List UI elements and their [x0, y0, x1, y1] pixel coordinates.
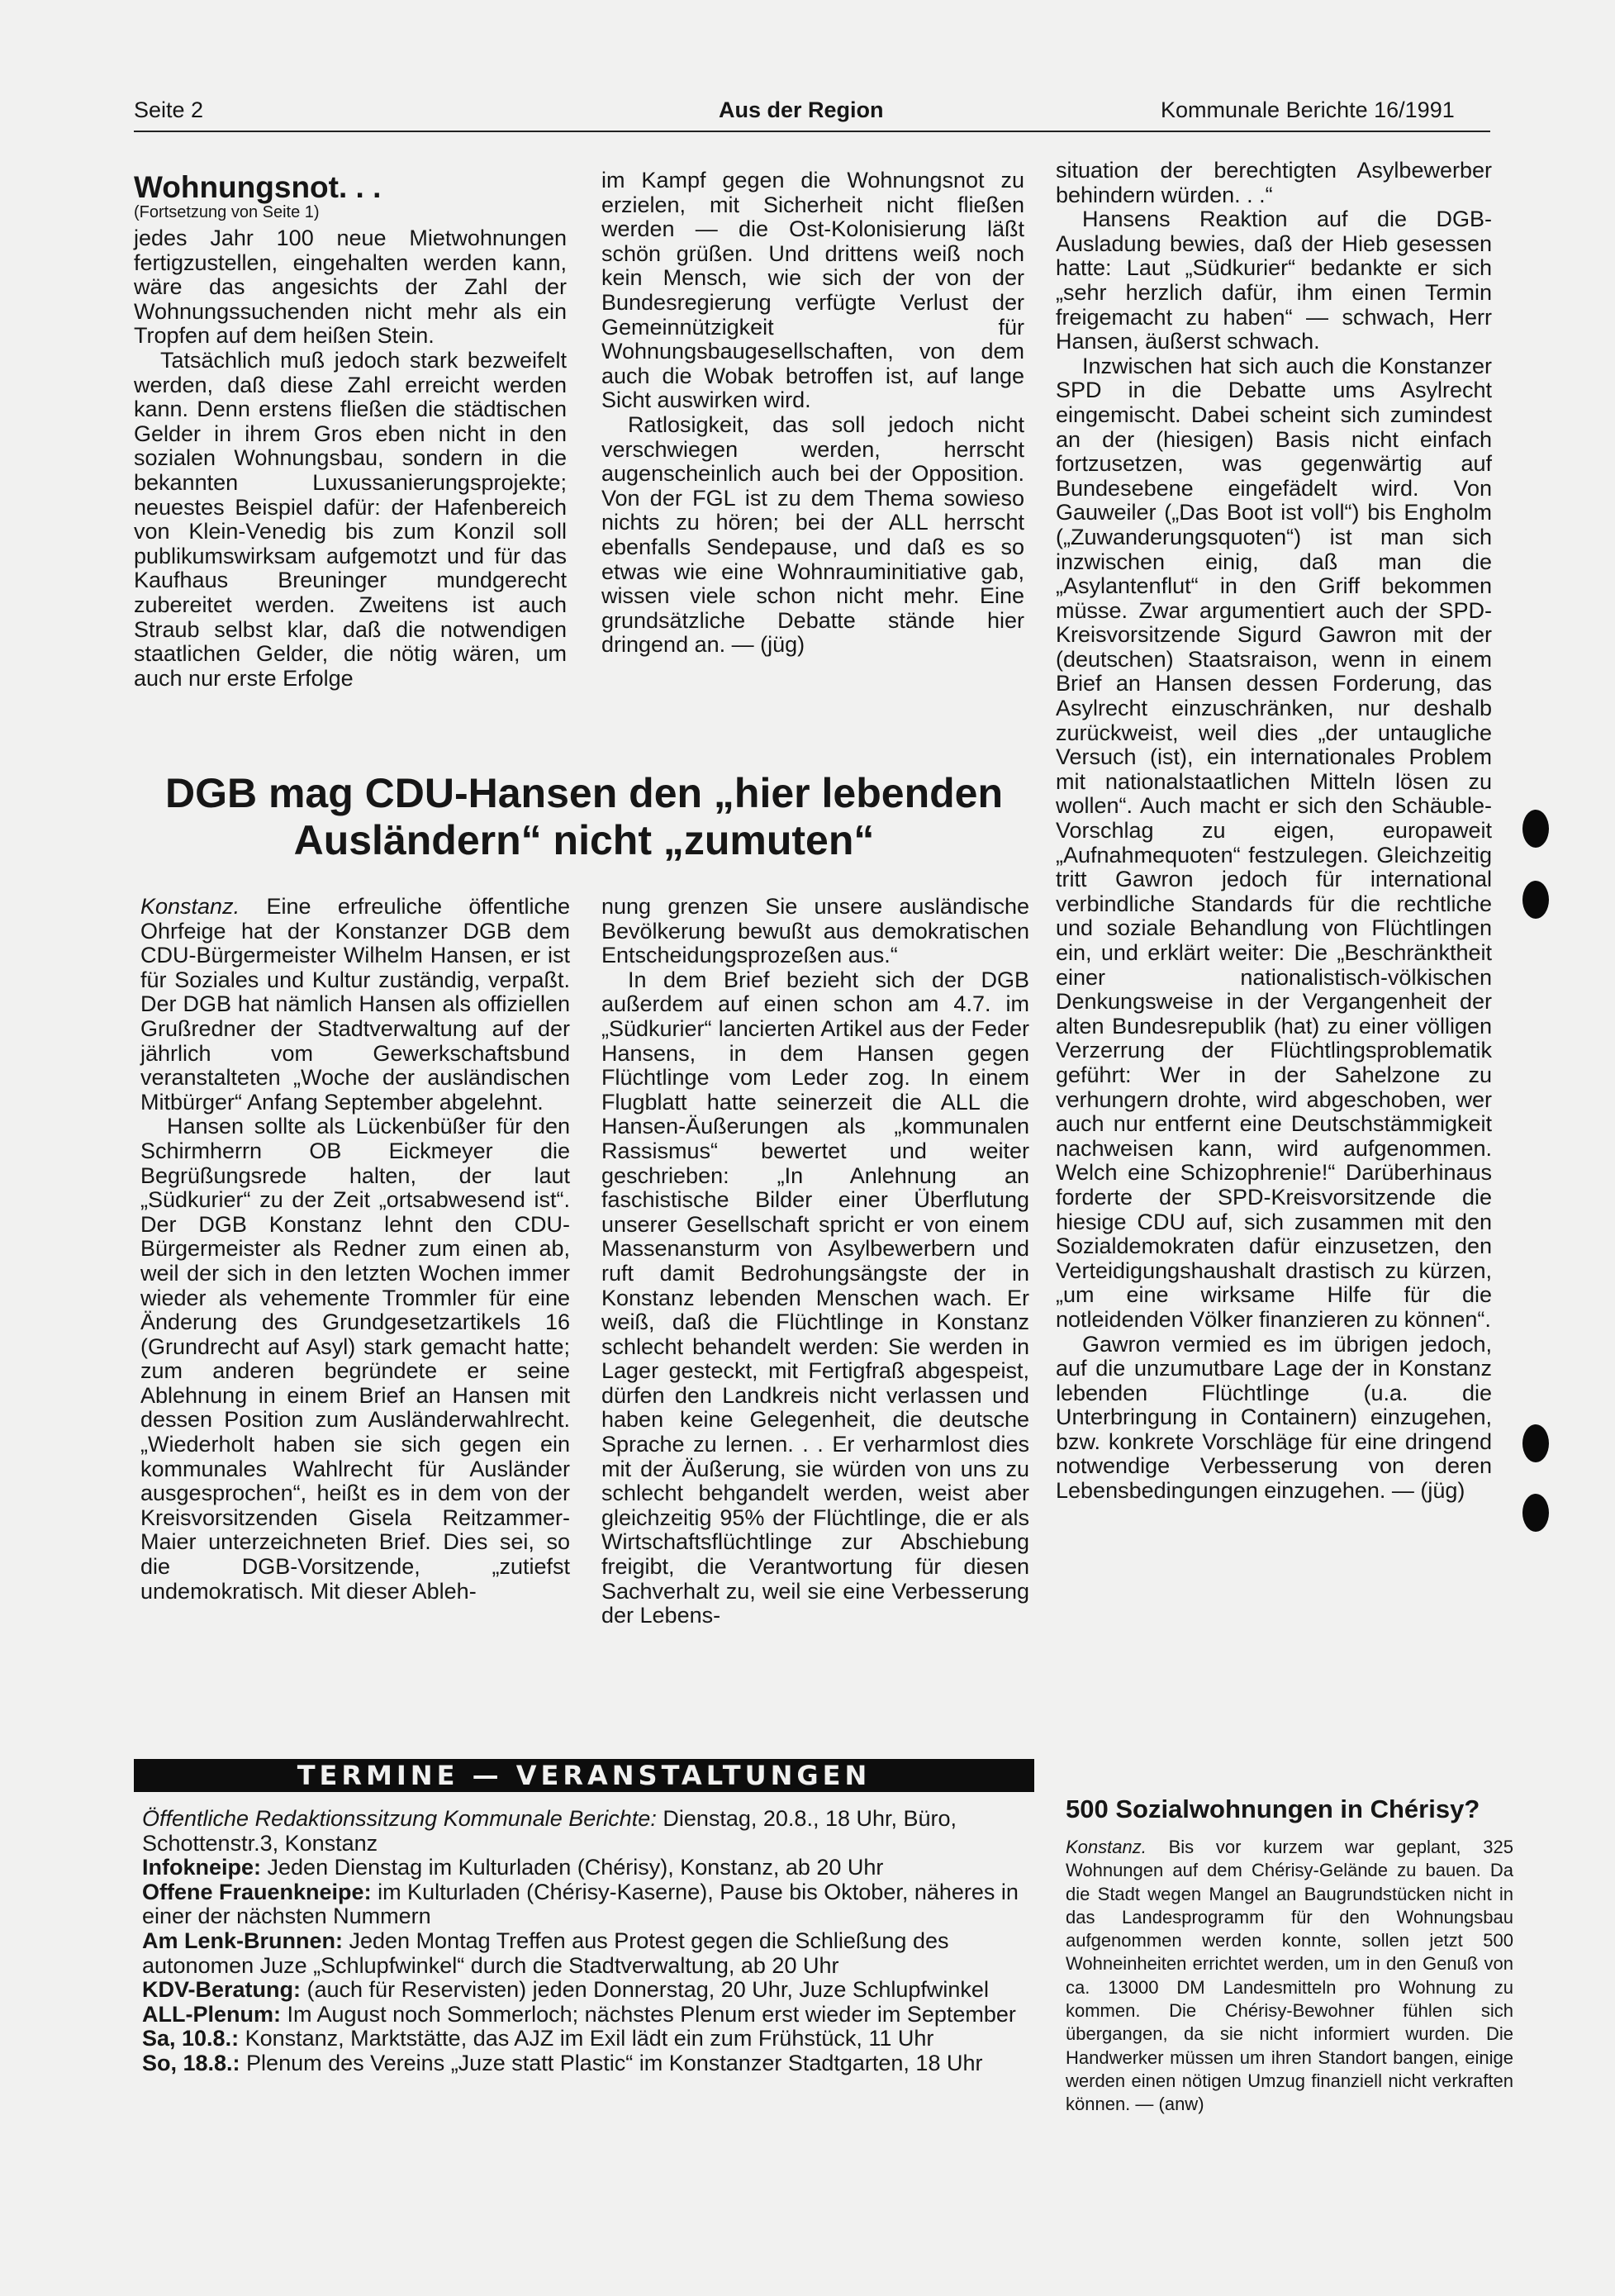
paragraph: Eine erfreuliche öffentliche Ohrfeige hat der Konstanzer DGB dem CDU-Bürgermeister Wilhelm Hansen, er ist für Soziales und Kultur zuständig, verpaßt. Der DGB hat nämlich Hansen als offiziellen Grußredner der Stadtverwaltung auf der jährlich vom Gewerkschaftsbund veranstalteten „Woche der ausländischen Mitbürger“ Anfang September abgelehnt. — [140, 894, 570, 1115]
continuation-note: (Fortsetzung von Seite 1) — [134, 203, 320, 221]
paragraph: situation der berechtigten Asylbewerber behindern würden. . .“ — [1056, 158, 1492, 207]
punch-hole — [1522, 881, 1549, 919]
article1-column-1 — [134, 226, 567, 691]
headline-line-2: Ausländern“ nicht „zumuten“ — [293, 817, 875, 863]
dateline: Konstanz. — [1066, 1837, 1147, 1857]
event-item — [142, 2027, 1034, 2051]
publication-issue: Kommunale Berichte 16/1991 — [1161, 97, 1455, 122]
paragraph: Ratlosigkeit, das soll jedoch nicht verschwiegen werden, herrscht augenscheinlich auch bei der Opposition. Von der FGL ist zu dem Thema sowieso nichts zu hören; bei der ALL herrscht ebenfalls Sendepause, und daß es so etwas wie eine Wohnrauminitiative gab, wissen viele schon nicht mehr. Eine grundsätzliche Debatte stände hier dringend an. — (jüg) — [601, 411, 1024, 658]
article3-body — [1066, 1836, 1513, 2117]
event-item — [142, 1978, 1034, 2003]
event-text: Jeden Dienstag im Kulturladen (Chérisy), Konstanz, ab 20 Uhr — [261, 1855, 884, 1880]
event-text: Konstanz, Marktstätte, das AJZ im Exil lädt ein zum Frühstück, 11 Uhr — [239, 2026, 934, 2051]
event-text: Im August noch Sommerloch; nächstes Plenum erst wieder im September — [281, 2001, 1016, 2027]
paragraph: jedes Jahr 100 neue Mietwohnungen fertigzustellen, eingehalten werden kann, wäre das angesichts der Zahl der Wohnungssuchenden nicht mehr als ein Tropfen auf dem heißen Stein. — [134, 226, 567, 349]
paragraph: Bis vor kurzem war geplant, 325 Wohnungen auf dem Chérisy-Gelände zu bauen. Da die Stadt wegen Mangel an Baugrundstücken nicht in das Landesprogramm für den Wohnungsbau aufgenommen werden konnte, sollen jetzt 500 Wohneinheiten errichtet werden, um in den Genuß von ca. 13000 DM Landesmitteln pro Wohnung zu kommen. Die Chérisy-Bewohner fühlen sich übergangen, da sie nicht informiert wurden. Die Handwerker müssen um ihren Standort bangen, einige werden einen nötigen Umzug finanziell nicht verkraften können. — (anw) — [1066, 1837, 1513, 2115]
punch-hole — [1522, 1494, 1549, 1532]
event-label: Offene Frauenkneipe: — [142, 1879, 372, 1904]
event-item — [142, 1807, 1034, 1856]
paragraph: Gawron vermied es im übrigen jedoch, auf die unzumutbare Lage der in Konstanz lebenden Flüchtlinge (u.a. die Unterbringung in Containern) einzugehen, bzw. konkrete Vorschläge für eine dringend notwendige Verbesserung von deren Lebensbedingungen einzugehen. — (jüg) — [1056, 1331, 1492, 1504]
event-text: (auch für Reservisten) jeden Donnerstag, 20 Uhr, Juze Schlupfwinkel — [301, 1977, 989, 2003]
article2-column-1 — [140, 895, 570, 1604]
event-label: KDV-Beratung: — [142, 1977, 302, 2003]
event-item — [142, 1880, 1034, 1929]
page-number: Seite 2 — [134, 97, 204, 122]
event-text: Plenum des Vereins „Juze statt Plastic“ im Konstanzer Stadtgarten, 18 Uhr — [240, 2050, 983, 2075]
termine-list — [142, 1807, 1034, 2076]
event-item — [142, 1929, 1034, 1978]
event-label: Öffentliche Redaktionssitzung Kommunale Berichte: — [142, 1806, 657, 1831]
article2-column-3 — [1056, 159, 1492, 1504]
event-item — [142, 2051, 1034, 2076]
article-headline-dgb — [134, 770, 1034, 864]
paragraph: Tatsächlich muß jedoch stark bezweifelt werden, daß diese Zahl erreicht werden kann. Denn erstens fließen die städtischen Gelder in ihrem Gros eben nicht in den sozialen Wohnungsbau, sondern in die bekannten Luxussanierungsprojekte; neuestes Beispiel dafür: der Hafenbereich von Klein-Venedig bis zum Konzil soll publikumswirksam aufgemotzt und für das Kaufhaus Breuninger mundgerecht zubereitet werden. Zweitens ist auch Straub selbst klar, daß die notwendigen staatlichen Gelder, die nötig wären, um auch nur erste Erfolge — [134, 347, 567, 691]
event-label: So, 18.8.: — [142, 2050, 240, 2075]
header-rule — [134, 131, 1490, 132]
event-label: ALL-Plenum: — [142, 2001, 281, 2027]
paragraph: Hansen sollte als Lückenbüßer für den Schirmherrn OB Eickmeyer die Begrüßungsrede halten, der laut „Südkurier“ zu der Zeit „ortsabwesend ist“. Der DGB Konstanz lehnt den CDU-Bürgermeister als Redner zum einen ab, weil der sich in den letzten Wochen immer wieder als vehemente Trommler für eine Änderung des Grundgesetzartikels 16 (Grundrecht auf Asyl) stark gemacht hatte; zum anderen begründete er seine Ablehnung in einem Brief an Hansen mit dessen Position zum Ausländerwahlrecht. „Wiederholt haben sie sich gegen ein kommunales Wahlrecht für Ausländer ausgesprochen“, heißt es in dem von der Kreisvorsitzenden Gisela Reitzammer-Maier unterzeichneten Brief. Dies sei, so die DGB-Vorsitzende, „zutiefst undemokratisch. Mit dieser Ableh- — [140, 1114, 570, 1604]
event-text: Jeden Montag Treffen aus Protest gegen die Schließung des autonomen Juze „Schlupfwinkel“ durch die Stadtverwaltung, ab 20 Uhr — [142, 1928, 949, 1978]
article2-column-2 — [601, 895, 1029, 1628]
termine-banner: TERMINE — VERANSTALTUNGEN — [134, 1759, 1034, 1792]
article-title-sozialwohnungen: 500 Sozialwohnungen in Chérisy? — [1066, 1794, 1480, 1823]
paragraph: Inzwischen hat sich auch die Konstanzer SPD in die Debatte ums Asylrecht eingemischt. Dabei scheint sich zumindest an der (hiesigen) Basis nicht einfach fortzusetzen, was gegenwärtig auf Bundesebene eingefädelt wird. Von Gauweiler („Das Boot ist voll“) bis Engholm („Zuwanderungsquoten“) ist man sich inzwischen einig, daß man die „Asylantenflut“ in den Griff bekommen müsse. Zwar argumentiert auch der SPD-Kreisvorsitzende Sigurd Gawron mit der (deutschen) Staatsraison, wenn in einem Brief an Hansen dessen Forderung, das Asylrecht einzuschränken, nur deshalb zurückweist, weil dies „der untaugliche Versuch (ist), ein internationales Problem mit nationalstaatlichen Mitteln lösen zu wollen“. Auch macht er sich den Schäuble-Vorschlag zu eigen, europaweit „Aufnahmequoten“ festzulegen. Gleichzeitig tritt Gawron jedoch für international verbindliche Standards für die rechtliche und soziale Behandlung von Flüchtlingen ein, und erklärt weiter: Die „Beschränktheit einer nationalistisch-völkischen Denkungsweise in der Vergangenheit der alten Bundesrepublik (hat) zu einer völligen Verzerrung der Flüchtlingsproblematik geführt: Wer in der Sahelzone zu verhungern drohte, wird abgeschoben, wer auch nur entfernt eine Deutschstämmigkeit nachweisen kann, wird aufgenommen. Welch eine Schizophrenie!“ Darüberhinaus forderte der SPD-Kreisvorsitzende die hiesige CDU auf, sich zusammen mit den Sozialdemokraten dafür einzusetzen, den Verteidigungshaushalt drastisch zu kürzen, „um eine wirksame Hilfe für die notleidenden Völker finanzieren zu können“. — [1056, 353, 1492, 1332]
headline-line-1: DGB mag CDU-Hansen den „hier lebenden — [164, 770, 1004, 816]
event-label: Infokneipe: — [142, 1855, 262, 1880]
event-item — [142, 2003, 1034, 2027]
paragraph: im Kampf gegen die Wohnungsnot zu erzielen, mit Sicherheit nicht fließen werden — die Ost-Kolonisierung läßt schön grüßen. Und drittens weiß noch kein Mensch, wie sich der von der Bundesregierung verfügte Verlust der Gemeinnützigkeit für Wohnungsbaugesellschaften, von dem auch die Wobak betroffen ist, auf lange Sicht auswirken wird. — [601, 168, 1024, 413]
event-item — [142, 1856, 1034, 1880]
dateline: Konstanz. — [140, 894, 240, 919]
event-text: im Kulturladen (Chérisy-Kaserne), Pause bis Oktober, näheres in einer der nächsten Nummern — [142, 1879, 1019, 1929]
paragraph: Hansens Reaktion auf die DGB-Ausladung bewies, daß der Hieb gesessen hatte: Laut „Südkurier“ bedankte er sich „sehr herzlich dafür, ihm einen Termin freigemacht zu haben“ — schwach, Herr Hansen, äußerst schwach. — [1056, 207, 1492, 354]
section-title: Aus der Region — [719, 97, 884, 122]
event-text: Dienstag, 20.8., 18 Uhr, Büro, Schottenstr.3, Konstanz — [142, 1806, 957, 1856]
article-title-wohnungsnot: Wohnungsnot. . . — [134, 170, 382, 204]
paragraph: In dem Brief bezieht sich der DGB außerdem auf einen schon am 4.7. im „Südkurier“ lancierten Artikel aus der Feder Hansens, in dem Hansen gegen Flüchtlinge vom Leder zog. In einem Flugblatt hatte seinerzeit die ALL die Hansen-Äußerungen als „kommunalen Rassismus“ bewertet und weiter geschrieben: „In Anlehnung an faschistische Bilder einer Überflutung unserer Gesellschaft spricht er von einem Massenansturm von Asylbewerbern und ruft damit Bedrohungsängste der in Konstanz lebenden Menschen wach. Er weiß, daß die Flüchtlinge in Konstanz schlecht behandelt werden: Sie werden in Lager gesteckt, mit Fertigfraß abgespeist, dürfen den Landkreis nicht verlassen und haben keine Gelegenheit, die deutsche Sprache zu lernen. . . Er verharmlost dies mit der Äußerung, sie würden von uns zu schlecht behgandelt werden, weist aber gleichzeitig 95% der Flüchtlinge, die er als Wirtschaftsflüchtlinge zur Abschiebung freigibt, die Verantwortung für diesen Sachverhalt zu, weil sie eine Verbesserung der Lebens- — [601, 967, 1029, 1628]
punch-hole — [1522, 810, 1549, 848]
event-label: Am Lenk-Brunnen: — [142, 1928, 343, 1953]
event-label: Sa, 10.8.: — [142, 2026, 240, 2051]
article1-column-2 — [601, 169, 1024, 658]
paragraph: nung grenzen Sie unsere ausländische Bevölkerung bewußt aus demokratischen Entscheidungsprozeßen aus.“ — [601, 894, 1029, 968]
punch-hole — [1522, 1424, 1549, 1462]
